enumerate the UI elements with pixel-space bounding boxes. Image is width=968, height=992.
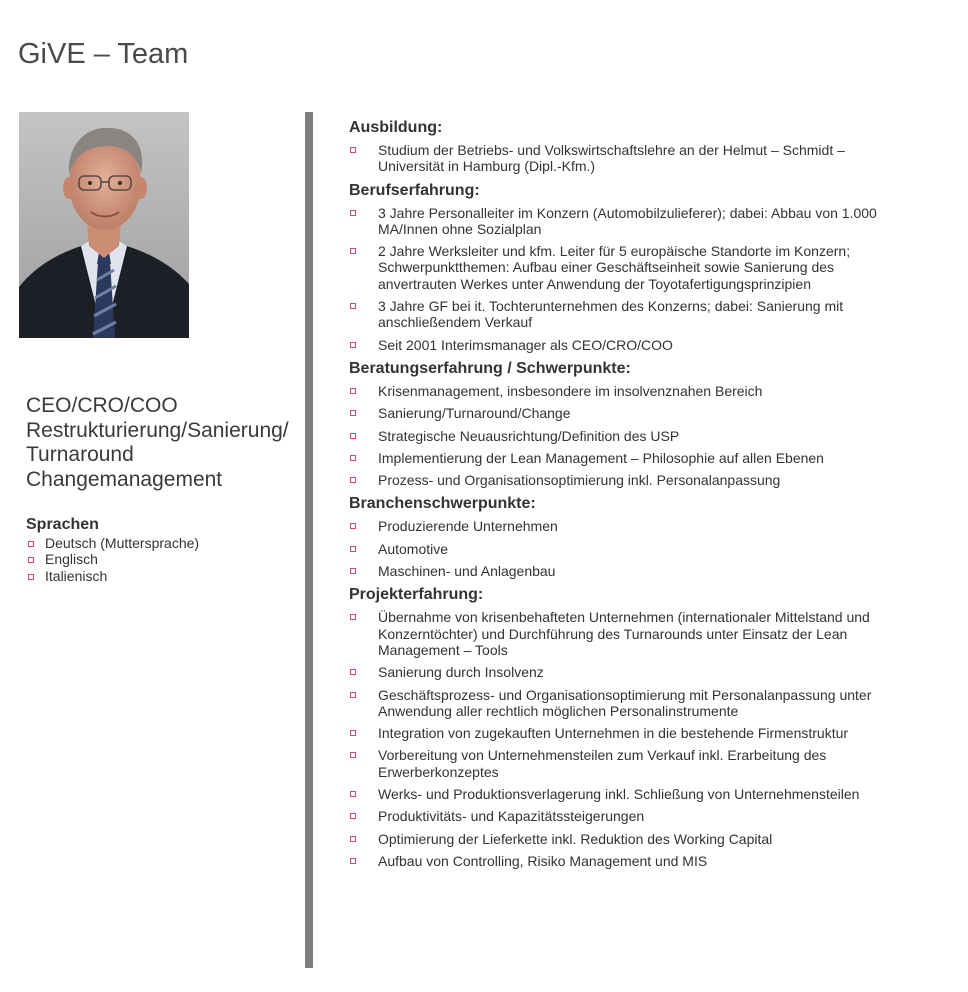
cv-section — [349, 181, 929, 353]
list-item — [349, 786, 929, 802]
language-label: Italienisch — [45, 567, 108, 584]
person-portrait-icon — [19, 112, 189, 338]
list-item — [349, 405, 929, 421]
languages-block — [26, 516, 286, 584]
profile-summary — [26, 394, 301, 492]
square-bullet-icon — [350, 858, 356, 864]
list-item-text: Erwerberkonzeptes — [378, 763, 499, 780]
list-item — [349, 472, 929, 488]
list-item-text: Strategische Neuausrichtung/Definition des USP — [378, 427, 680, 444]
vertical-divider — [305, 112, 313, 968]
profile-line: Turnaround — [26, 443, 134, 466]
list-item-text: Geschäftsprozess- und Organisationsoptimierung mit Personalanpassung unter — [378, 686, 872, 703]
square-bullet-icon — [350, 836, 356, 842]
list-item-text: Universität in Hamburg (Dipl.-Kfm.) — [378, 158, 596, 175]
list-item-text: anvertrauten Werkes unter Anwendung der Toyotafertigungsprinzipien — [378, 275, 811, 292]
square-bullet-icon — [350, 303, 356, 309]
language-item — [26, 568, 286, 584]
list-item — [349, 298, 929, 331]
list-item — [349, 383, 929, 399]
square-bullet-icon — [350, 248, 356, 254]
square-bullet-icon — [350, 692, 356, 698]
profile-line: Changemanagement — [26, 467, 223, 491]
list-item — [349, 243, 929, 292]
square-bullet-icon — [350, 455, 356, 461]
cv-section — [349, 359, 929, 488]
square-bullet-icon — [350, 669, 356, 675]
section-heading: Projekterfahrung: — [349, 586, 484, 604]
square-bullet-icon — [350, 523, 356, 529]
section-heading: Branchenschwerpunkte: — [349, 495, 536, 513]
square-bullet-icon — [350, 147, 356, 153]
square-bullet-icon — [350, 568, 356, 574]
portrait-photo — [19, 112, 189, 338]
language-label: Englisch — [45, 551, 98, 568]
cv-section — [349, 494, 929, 579]
profile-line: CEO/CRO/COO — [26, 394, 178, 417]
square-bullet-icon — [350, 477, 356, 483]
languages-heading: Sprachen — [26, 516, 99, 533]
list-item-text: 2 Jahre Werksleiter und kfm. Leiter für 5 europäische Standorte im Konzern; — [378, 243, 851, 260]
list-item-text: MA/Innen ohne Sozialplan — [378, 220, 542, 237]
list-item — [349, 808, 929, 824]
square-bullet-icon — [28, 541, 34, 547]
list-item-text: Schwerpunktthemen: Aufbau einer Geschäftseinheit sowie Sanierung des — [378, 259, 835, 276]
list-item — [349, 687, 929, 720]
list-item-text: Aufbau von Controlling, Risiko Management und MIS — [378, 852, 708, 869]
profile-line: Restrukturierung/Sanierung/ — [26, 418, 289, 442]
list-item-text: Produzierende Unternehmen — [378, 518, 558, 535]
list-item — [349, 450, 929, 466]
list-item-text: Vorbereitung von Unternehmensteilen zum Verkauf inkl. Erarbeitung des — [378, 747, 827, 764]
list-item — [349, 337, 929, 353]
list-item — [349, 831, 929, 847]
language-item — [26, 551, 286, 567]
cv-section — [349, 118, 929, 175]
list-item-text: Management – Tools — [378, 641, 508, 658]
section-heading: Ausbildung: — [349, 119, 443, 136]
list-item-text: Seit 2001 Interimsmanager als CEO/CRO/COO — [378, 336, 673, 353]
square-bullet-icon — [350, 410, 356, 416]
list-item — [349, 541, 929, 557]
square-bullet-icon — [350, 388, 356, 394]
list-item — [349, 725, 929, 741]
list-item-text: 3 Jahre GF bei it. Tochterunternehmen des Konzerns; dabei: Sanierung mit — [378, 298, 844, 315]
list-item-text: Krisenmanagement, insbesondere im insolvenznahen Bereich — [378, 382, 763, 399]
square-bullet-icon — [350, 342, 356, 348]
square-bullet-icon — [28, 574, 34, 580]
list-item-text: Sanierung/Turnaround/Change — [378, 405, 571, 422]
cv-details — [349, 118, 929, 875]
list-item-text: 3 Jahre Personalleiter im Konzern (Automobilzulieferer); dabei: Abbau von 1.000 — [378, 204, 877, 221]
list-item-text: Prozess- und Organisationsoptimierung inkl. Personalanpassung — [378, 472, 781, 489]
square-bullet-icon — [350, 433, 356, 439]
list-item-text: Automotive — [378, 540, 449, 557]
list-item-text: anschließendem Verkauf — [378, 314, 533, 331]
list-item-text: Optimierung der Lieferkette inkl. Reduktion des Working Capital — [378, 830, 773, 847]
list-item-text: Implementierung der Lean Management – Philosophie auf allen Ebenen — [378, 449, 824, 466]
list-item-text: Werks- und Produktionsverlagerung inkl. Schließung von Unternehmensteilen — [378, 786, 860, 803]
square-bullet-icon — [350, 210, 356, 216]
list-item-text: Maschinen- und Anlagenbau — [378, 563, 556, 580]
list-item-text: Konzerntöchter) und Durchführung des Turnarounds unter Einsatz der Lean — [378, 625, 848, 642]
list-item — [349, 205, 929, 238]
language-item — [26, 535, 286, 551]
language-label: Deutsch (Muttersprache) — [45, 535, 200, 551]
list-item — [349, 664, 929, 680]
list-item-text: Übernahme von krisenbehafteten Unternehmen (internationaler Mittelstand und — [378, 609, 870, 626]
list-item-text: Anwendung aller rechtlich möglichen Personalinstrumente — [378, 702, 739, 719]
list-item — [349, 518, 929, 534]
square-bullet-icon — [350, 614, 356, 620]
section-heading: Berufserfahrung: — [349, 181, 480, 199]
list-item — [349, 747, 929, 780]
list-item — [349, 853, 929, 869]
list-item-text: Integration von zugekauften Unternehmen in die bestehende Firmenstruktur — [378, 725, 849, 742]
square-bullet-icon — [350, 752, 356, 758]
page-title: GiVE – Team — [18, 38, 189, 70]
list-item-text: Sanierung durch Insolvenz — [378, 664, 544, 681]
list-item — [349, 428, 929, 444]
list-item — [349, 142, 929, 175]
cv-section — [349, 585, 929, 869]
square-bullet-icon — [350, 813, 356, 819]
section-heading: Beratungserfahrung / Schwerpunkte: — [349, 359, 631, 377]
list-item — [349, 563, 929, 579]
square-bullet-icon — [350, 791, 356, 797]
square-bullet-icon — [350, 730, 356, 736]
square-bullet-icon — [28, 557, 34, 563]
list-item — [349, 609, 929, 658]
list-item-text: Produktivitäts- und Kapazitätssteigerungen — [378, 808, 645, 825]
square-bullet-icon — [350, 546, 356, 552]
list-item-text: Studium der Betriebs- und Volkswirtschaftslehre an der Helmut – Schmidt – — [378, 142, 845, 158]
